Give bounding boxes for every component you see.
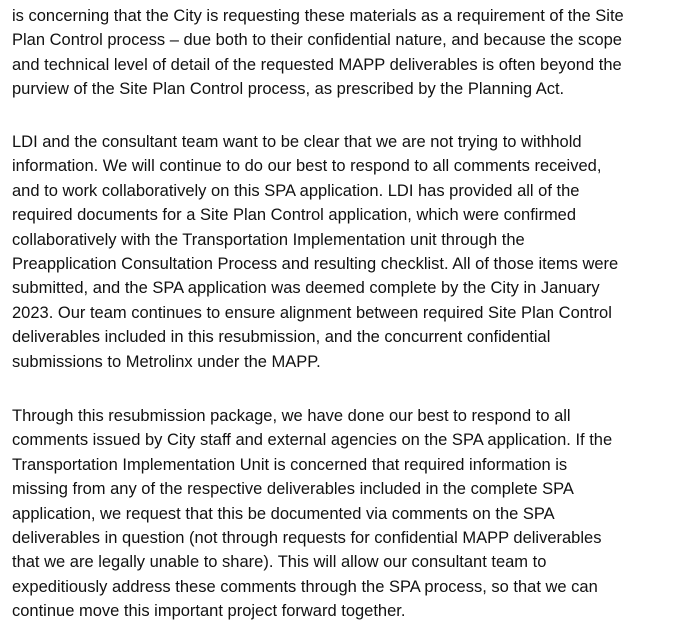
text-line: submissions to Metrolinx under the MAPP.	[12, 352, 321, 371]
paragraph-ldi-commitment	[12, 130, 618, 374]
text-line: and to work collaboratively on this SPA application. LDI has provided all of the	[12, 181, 580, 200]
text-line: comments issued by City staff and external agencies on the SPA application. If the	[12, 431, 613, 450]
text-line: Through this resubmission package, we have done our best to respond to all	[12, 407, 571, 425]
text-line: deliverables in question (not through requests for confidential MAPP deliverables	[12, 529, 602, 548]
text-line: 2023. Our team continues to ensure alignment between required Site Plan Control	[12, 303, 612, 322]
text-line: expeditiously address these comments through the SPA process, so that we can	[12, 577, 598, 596]
text-line: LDI and the consultant team want to be clear that we are not trying to withhold	[12, 133, 582, 151]
text-line: Preapplication Consultation Process and resulting checklist. All of those items were	[12, 255, 619, 274]
text-line: purview of the Site Plan Control process, as prescribed by the Planning Act.	[12, 80, 565, 99]
text-line: continue move this important project forward together.	[12, 602, 406, 621]
paragraph-site-plan-concern	[12, 4, 624, 102]
text-line: Transportation Implementation Unit is concerned that required information is	[12, 455, 568, 474]
text-line: missing from any of the respective deliverables included in the complete SPA	[12, 480, 574, 499]
text-line: required documents for a Site Plan Control application, which were confirmed	[12, 206, 577, 225]
text-line: application, we request that this be documented via comments on the SPA	[12, 504, 555, 523]
paragraph-resubmission-request	[12, 404, 612, 624]
text-line: information. We will continue to do our best to respond to all comments received,	[12, 157, 602, 176]
text-line: Plan Control process – due both to their confidential nature, and because the scope	[12, 31, 622, 50]
text-line: deliverables included in this resubmission, and the concurrent confidential	[12, 328, 551, 347]
text-line: and technical level of detail of the requested MAPP deliverables is often beyond the	[12, 55, 622, 74]
text-line: is concerning that the City is requesting these materials as a requirement of the Site	[12, 7, 624, 25]
text-line: that we are legally unable to share). This will allow our consultant team to	[12, 553, 547, 572]
text-line: submitted, and the SPA application was deemed complete by the City in January	[12, 279, 600, 298]
text-line: collaboratively with the Transportation Implementation unit through the	[12, 230, 525, 249]
